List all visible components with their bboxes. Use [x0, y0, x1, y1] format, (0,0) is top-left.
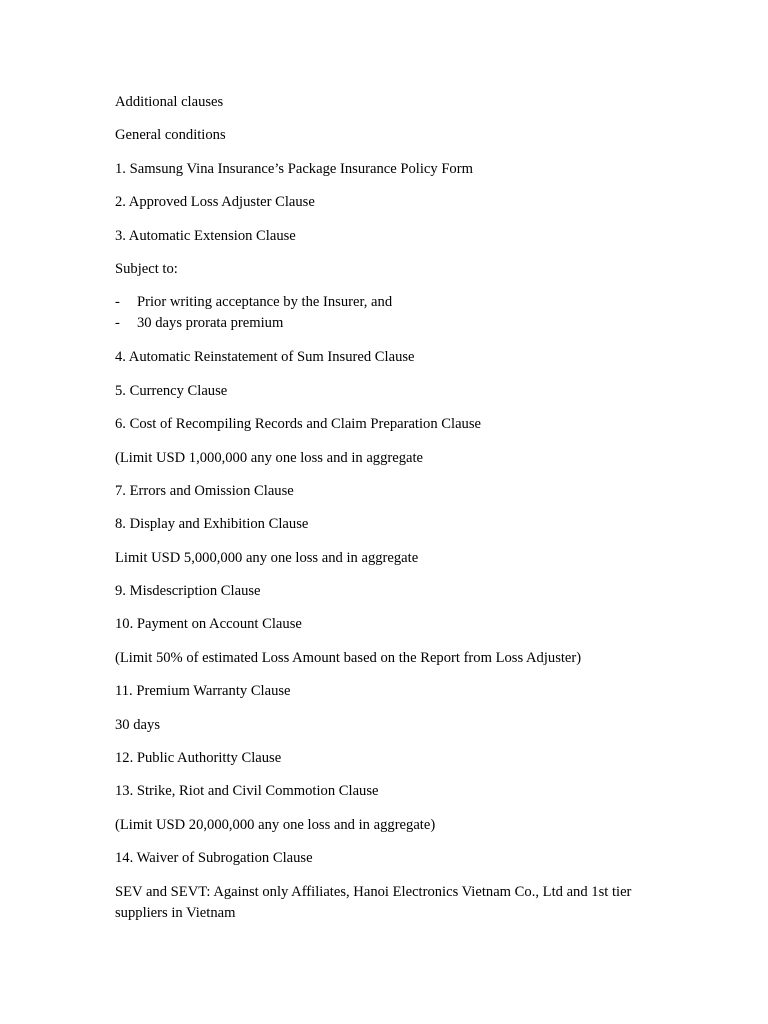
- clause-6: 6. Cost of Recompiling Records and Claim Preparation Clause: [115, 416, 481, 433]
- clause-11: 11. Premium Warranty Clause: [115, 683, 291, 700]
- subject-to-label: Subject to:: [115, 260, 178, 277]
- clause-11-term: 30 days: [115, 716, 160, 733]
- clause-10: 10. Payment on Account Clause: [115, 616, 302, 633]
- document-page: [115, 92, 675, 937]
- clause-13: 13. Strike, Riot and Civil Commotion Clause: [115, 783, 379, 800]
- clause-5: 5. Currency Clause: [115, 382, 228, 399]
- heading-general-conditions: General conditions: [115, 127, 226, 144]
- clause-4: 4. Automatic Reinstatement of Sum Insured Clause: [115, 349, 415, 366]
- clause-2: 2. Approved Loss Adjuster Clause: [115, 194, 315, 211]
- clause-3: 3. Automatic Extension Clause: [115, 227, 296, 244]
- subject-to-list: [115, 292, 675, 334]
- list-item: [115, 313, 675, 334]
- clause-8: 8. Display and Exhibition Clause: [115, 516, 309, 533]
- clause-6-limit: (Limit USD 1,000,000 any one loss and in aggregate: [115, 449, 424, 466]
- bullet-marker: -: [115, 315, 120, 332]
- clause-7: 7. Errors and Omission Clause: [115, 482, 294, 499]
- clause-8-limit: Limit USD 5,000,000 any one loss and in aggregate: [115, 549, 419, 566]
- list-item: [115, 292, 675, 313]
- clause-14: 14. Waiver of Subrogation Clause: [115, 850, 313, 867]
- list-item-text: 30 days prorata premium: [137, 315, 284, 332]
- clause-13-limit: (Limit USD 20,000,000 any one loss and in aggregate): [115, 816, 436, 833]
- clause-14-scope: SEV and SEVT: Against only Affiliates, Hanoi Electronics Vietnam Co., Ltd and 1st tier suppliers in Vietnam: [115, 883, 632, 921]
- clause-10-limit: (Limit 50% of estimated Loss Amount based on the Report from Loss Adjuster): [115, 649, 582, 666]
- heading-additional-clauses: Additional clauses: [115, 94, 224, 110]
- bullet-marker: -: [115, 294, 120, 311]
- list-item-text: Prior writing acceptance by the Insurer, and: [137, 294, 393, 311]
- clause-12: 12. Public Authoritty Clause: [115, 750, 282, 767]
- clause-1: 1. Samsung Vina Insurance’s Package Insurance Policy Form: [115, 160, 473, 177]
- clause-9: 9. Misdescription Clause: [115, 583, 261, 600]
